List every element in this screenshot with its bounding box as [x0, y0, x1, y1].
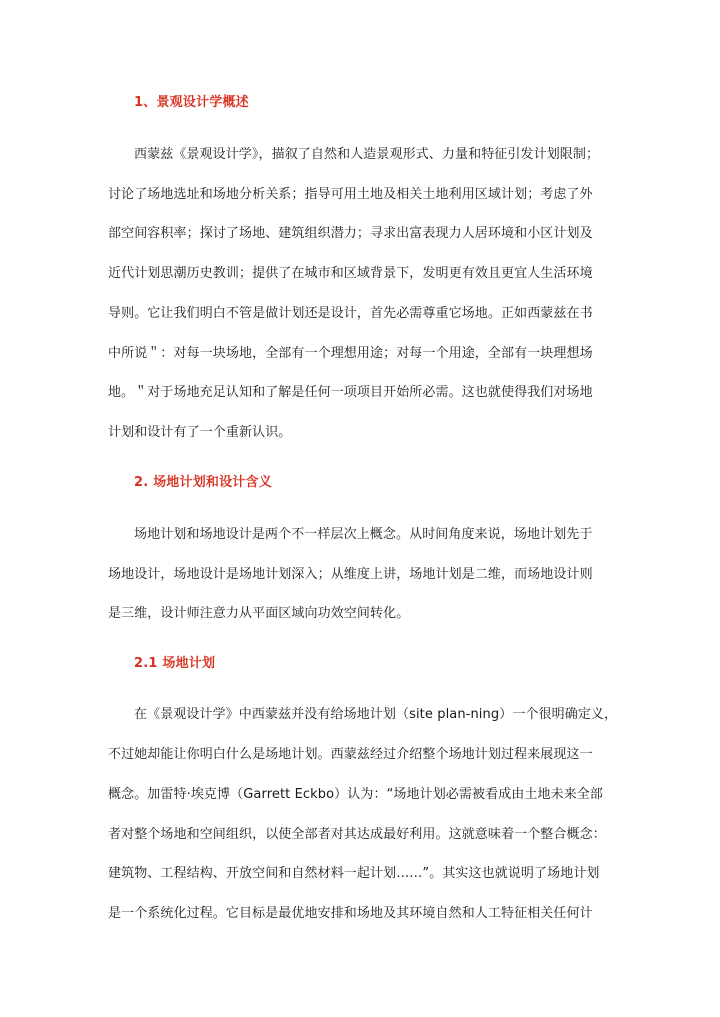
- paragraph-line: 西蒙兹《景观设计学》，描叙了自然和人造景观形式、力量和特征引发计划限制；: [134, 147, 600, 162]
- section-heading-2: 2. 场地计划和设计含义: [134, 475, 272, 490]
- paragraph-line: 场地设计，场地设计是场地计划深入；从维度上讲，场地计划是二维，而场地设计则: [108, 567, 593, 582]
- paragraph-line: 计划和设计有了一个重新认识。: [108, 425, 292, 440]
- paragraph-line: 是一个系统化过程。它目标是最优地安排和场地及其环境自然和人工特征相关任何计: [108, 906, 593, 921]
- paragraph-line: 不过她却能让你明白什么是场地计划。西蒙兹经过介绍整个场地计划过程来展现这一: [108, 747, 593, 762]
- paragraph-line: 地。＂对于场地充足认知和了解是任何一项项目开始所必需。这也就使得我们对场地: [108, 385, 593, 400]
- paragraph-line: 建筑物、工程结构、开放空间和自然材料一起计划……”。其实这也就说明了场地计划: [108, 866, 600, 881]
- paragraph-line: 导则。它让我们明白不管是做计划还是设计，首先必需尊重它场地。正如西蒙兹在书: [108, 306, 593, 321]
- section-heading-2-1: 2.1 场地计划: [134, 656, 216, 671]
- paragraph-line: 讨论了场地选址和场地分析关系；指导可用土地及相关土地利用区域计划；考虑了外: [108, 187, 593, 202]
- paragraph-line: 是三维，设计师注意力从平面区域向功效空间转化。: [108, 606, 410, 621]
- paragraph-line: 近代计划思潮历史教训；提供了在城市和区域背景下，发明更有效且更宜人生活环境: [108, 266, 593, 281]
- paragraph-line: 中所说＂：对每一块场地，全部有一个理想用途；对每一个用途，全部有一块理想场: [108, 346, 593, 361]
- paragraph-line: 者对整个场地和空间组织，以使全部者对其达成最好利用。这就意味着一个整合概念：: [108, 827, 606, 842]
- paragraph-line: 概念。加雷特·埃克博（Garrett Eckbo）认为：“场地计划必需被看成由土地未来全部: [108, 787, 604, 802]
- paragraph-line: 部空间容积率；探讨了场地、建筑组织潜力；寻求出富表现力人居环境和小区计划及: [108, 226, 593, 241]
- paragraph-line: 场地计划和场地设计是两个不一样层次上概念。从时间角度来说，场地计划先于: [134, 527, 593, 542]
- section-heading-1: 1、景观设计学概述: [134, 95, 249, 110]
- paragraph-line: 在《景观设计学》中西蒙兹并没有给场地计划（site plan-ning）一个很明确定义，: [134, 707, 618, 722]
